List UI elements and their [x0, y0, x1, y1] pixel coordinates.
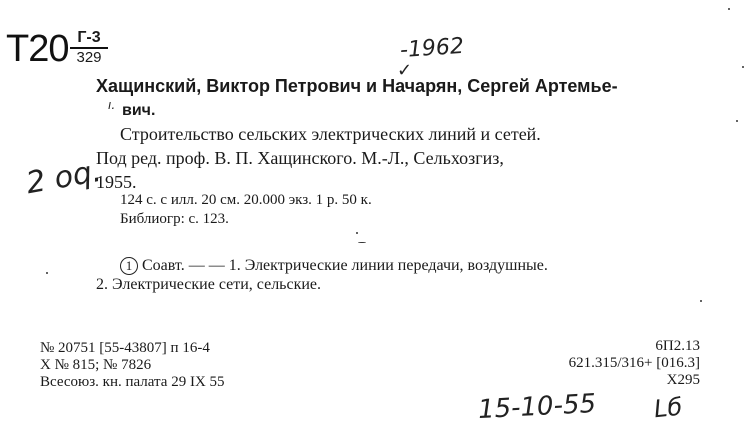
title-line-1: Строительство сельских электрических линий и сетей.: [120, 124, 541, 144]
handwritten-date: 15-10-55: [477, 388, 597, 426]
subjects-line-1: [120, 257, 548, 275]
subjects-line-2: 2. Электрические сети, сельские.: [96, 276, 322, 293]
meta-left-2: X № 815; № 7826: [40, 357, 152, 373]
handwritten-side-mark: 2 оq.: [23, 153, 105, 202]
authors-continuation: вич.: [122, 102, 156, 119]
handwritten-tick: ı.: [108, 98, 116, 112]
meta-right-2: 621.315/316+ [016.3]: [568, 355, 700, 371]
handwritten-initials: Lб: [652, 392, 684, 424]
call-number-fraction: [70, 30, 108, 65]
meta-right-3: X295: [666, 372, 700, 388]
circled-marker: 1: [120, 257, 138, 275]
meta-left-1: № 20751 [55-43807] п 16-4: [40, 340, 210, 356]
subjects-text-1: Соавт. — — 1. Электрические линии передачи, воздушные.: [142, 257, 548, 274]
title-line-2: Под ред. проф. В. П. Хащинского. М.-Л., Сельхозгиз,: [96, 148, 504, 168]
handwritten-check-mark: ✓: [397, 60, 413, 81]
title-line-3: 1955.: [96, 172, 137, 192]
handwritten-year: -1962: [399, 33, 465, 64]
meta-right-1: 6П2.13: [655, 338, 700, 354]
collation-line: 124 с. с илл. 20 см. 20.000 экз. 1 р. 50 к.: [120, 192, 372, 208]
bibliography-line: Библиогр: с. 123.: [120, 211, 229, 227]
authors-line: Хащинский, Виктор Петрович и Начарян, Сергей Артемье-: [96, 76, 618, 96]
call-number-denominator: 329: [76, 49, 102, 66]
call-number-main: T20: [6, 28, 69, 70]
meta-left-3: Всесоюз. кн. палата 29 IX 55: [40, 374, 225, 390]
call-number-numerator: Г-3: [77, 29, 101, 46]
